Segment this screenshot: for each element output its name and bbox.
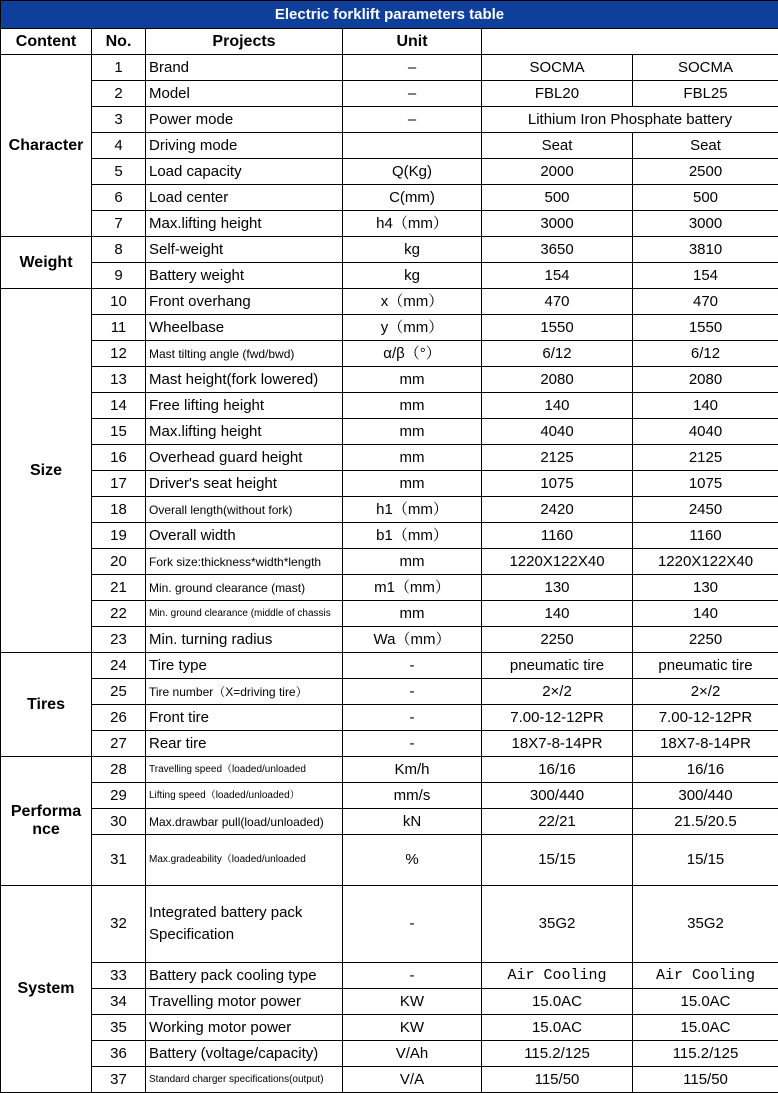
row-value-fbl25: 154	[633, 263, 778, 289]
header-projects: Projects	[146, 29, 343, 55]
table-row	[1, 731, 778, 757]
row-unit: -	[343, 886, 482, 963]
row-number: 4	[92, 133, 146, 159]
row-value-fbl25: 15/15	[633, 835, 778, 886]
row-number: 21	[92, 575, 146, 601]
row-value-fbl25: 1550	[633, 315, 778, 341]
row-unit: mm	[343, 393, 482, 419]
row-value-fbl25: 2500	[633, 159, 778, 185]
table-row	[1, 809, 778, 835]
row-value-fbl25: 15.0AC	[633, 1015, 778, 1041]
row-project: Overhead guard height	[146, 445, 343, 471]
row-unit: %	[343, 835, 482, 886]
row-project: Tire number（X=driving tire）	[146, 679, 343, 705]
row-value-fbl20: 130	[482, 575, 633, 601]
row-value-fbl20: 154	[482, 263, 633, 289]
row-value-fbl25: 2×/2	[633, 679, 778, 705]
table-row	[1, 523, 778, 549]
row-project: Tire type	[146, 653, 343, 679]
row-value-fbl20: Seat	[482, 133, 633, 159]
row-value-fbl25: 140	[633, 601, 778, 627]
table-row	[1, 445, 778, 471]
row-unit: KW	[343, 1015, 482, 1041]
table-row	[1, 367, 778, 393]
row-number: 5	[92, 159, 146, 185]
row-unit: kN	[343, 809, 482, 835]
row-project: Brand	[146, 55, 343, 81]
row-value-fbl20: 470	[482, 289, 633, 315]
table-row	[1, 315, 778, 341]
table-row	[1, 237, 778, 263]
row-project: Rear tire	[146, 731, 343, 757]
table-row	[1, 55, 778, 81]
row-number: 24	[92, 653, 146, 679]
row-value-fbl20: 15/15	[482, 835, 633, 886]
row-value-fbl25: 3000	[633, 211, 778, 237]
section-label: Character	[1, 55, 92, 237]
row-value-fbl20: 1550	[482, 315, 633, 341]
row-project: Fork size:thickness*width*length	[146, 549, 343, 575]
row-project: Mast height(fork lowered)	[146, 367, 343, 393]
row-number: 2	[92, 81, 146, 107]
row-value-fbl20: FBL20	[482, 81, 633, 107]
row-number: 12	[92, 341, 146, 367]
row-number: 32	[92, 886, 146, 963]
row-unit: –	[343, 55, 482, 81]
table-row	[1, 705, 778, 731]
row-project: Model	[146, 81, 343, 107]
row-project: Battery (voltage/capacity)	[146, 1041, 343, 1067]
row-number: 31	[92, 835, 146, 886]
row-project: Load center	[146, 185, 343, 211]
table-row	[1, 989, 778, 1015]
row-unit: mm	[343, 419, 482, 445]
row-value-fbl20: 300/440	[482, 783, 633, 809]
row-unit: Wa（mm）	[343, 627, 482, 653]
row-project: Min. ground clearance (mast)	[146, 575, 343, 601]
row-value-fbl25: 115.2/125	[633, 1041, 778, 1067]
row-unit: kg	[343, 237, 482, 263]
row-unit: b1（mm）	[343, 523, 482, 549]
row-project: Min. turning radius	[146, 627, 343, 653]
row-unit: -	[343, 731, 482, 757]
row-number: 18	[92, 497, 146, 523]
row-value-fbl25: SOCMA	[633, 55, 778, 81]
row-value-fbl25: 7.00-12-12PR	[633, 705, 778, 731]
row-value-fbl20: 3650	[482, 237, 633, 263]
row-value-fbl20: 6/12	[482, 341, 633, 367]
row-value-fbl25: 18X7-8-14PR	[633, 731, 778, 757]
row-number: 3	[92, 107, 146, 133]
row-project: Wheelbase	[146, 315, 343, 341]
row-project: Driver's seat height	[146, 471, 343, 497]
row-number: 13	[92, 367, 146, 393]
row-value-fbl25: 115/50	[633, 1067, 778, 1093]
row-number: 8	[92, 237, 146, 263]
row-unit: V/A	[343, 1067, 482, 1093]
row-unit: Q(Kg)	[343, 159, 482, 185]
row-value-fbl25: 3810	[633, 237, 778, 263]
row-value-span: Lithium Iron Phosphate battery	[482, 107, 778, 133]
row-unit: mm	[343, 367, 482, 393]
table-row	[1, 627, 778, 653]
row-project: Travelling motor power	[146, 989, 343, 1015]
row-unit: -	[343, 653, 482, 679]
row-value-fbl20: 140	[482, 601, 633, 627]
row-project: Integrated battery pack Specification	[146, 886, 343, 963]
row-value-fbl20: 22/21	[482, 809, 633, 835]
row-value-fbl20: 500	[482, 185, 633, 211]
row-value-fbl20: 115.2/125	[482, 1041, 633, 1067]
row-value-fbl20: 2000	[482, 159, 633, 185]
row-number: 17	[92, 471, 146, 497]
row-value-fbl25: 2450	[633, 497, 778, 523]
row-number: 34	[92, 989, 146, 1015]
table-row	[1, 393, 778, 419]
table-row	[1, 211, 778, 237]
row-unit: V/Ah	[343, 1041, 482, 1067]
header-values	[482, 29, 778, 55]
row-value-fbl25: 6/12	[633, 341, 778, 367]
row-value-fbl20: 2250	[482, 627, 633, 653]
table-row	[1, 653, 778, 679]
table-row	[1, 185, 778, 211]
row-value-fbl20: 18X7-8-14PR	[482, 731, 633, 757]
table-row	[1, 107, 778, 133]
row-unit: -	[343, 679, 482, 705]
row-unit: h1（mm）	[343, 497, 482, 523]
row-number: 28	[92, 757, 146, 783]
row-value-fbl20: 4040	[482, 419, 633, 445]
table-row	[1, 289, 778, 315]
row-project: Load capacity	[146, 159, 343, 185]
row-value-fbl20: 1220X122X40	[482, 549, 633, 575]
row-unit: Km/h	[343, 757, 482, 783]
row-value-fbl25: pneumatic tire	[633, 653, 778, 679]
row-project: Min. ground clearance (middle of chassis	[146, 601, 343, 627]
row-value-fbl25: Seat	[633, 133, 778, 159]
row-project: Free lifting height	[146, 393, 343, 419]
row-number: 27	[92, 731, 146, 757]
row-number: 33	[92, 963, 146, 989]
row-value-fbl25: 2080	[633, 367, 778, 393]
row-project: Max.lifting height	[146, 211, 343, 237]
row-value-fbl20: 16/16	[482, 757, 633, 783]
table-row	[1, 419, 778, 445]
row-unit: mm	[343, 445, 482, 471]
row-value-fbl20: 2125	[482, 445, 633, 471]
row-number: 1	[92, 55, 146, 81]
row-unit: m1（mm）	[343, 575, 482, 601]
table-row	[1, 1041, 778, 1067]
row-value-fbl25: 1075	[633, 471, 778, 497]
row-value-fbl25: 1160	[633, 523, 778, 549]
row-number: 20	[92, 549, 146, 575]
table-row	[1, 886, 778, 963]
row-number: 22	[92, 601, 146, 627]
row-value-fbl20: 35G2	[482, 886, 633, 963]
row-value-fbl25: 2125	[633, 445, 778, 471]
table-row	[1, 341, 778, 367]
table-row	[1, 963, 778, 989]
row-value-fbl20: 1075	[482, 471, 633, 497]
row-value-fbl25: 140	[633, 393, 778, 419]
row-value-fbl25: 21.5/20.5	[633, 809, 778, 835]
row-value-fbl20: 2080	[482, 367, 633, 393]
row-unit: x（mm）	[343, 289, 482, 315]
row-number: 16	[92, 445, 146, 471]
row-project: Max.gradeability（loaded/unloaded	[146, 835, 343, 886]
row-number: 14	[92, 393, 146, 419]
section-label: System	[1, 886, 92, 1093]
row-unit: KW	[343, 989, 482, 1015]
row-value-fbl20: 2×/2	[482, 679, 633, 705]
row-project: Working motor power	[146, 1015, 343, 1041]
row-number: 36	[92, 1041, 146, 1067]
row-value-fbl25: 4040	[633, 419, 778, 445]
section-label: Performance	[1, 757, 92, 886]
row-value-fbl20: Air Cooling	[482, 963, 633, 989]
section-label: Size	[1, 289, 92, 653]
row-number: 11	[92, 315, 146, 341]
row-value-fbl25: 15.0AC	[633, 989, 778, 1015]
row-project: Travelling speed（loaded/unloaded	[146, 757, 343, 783]
table-row	[1, 263, 778, 289]
row-project: Self-weight	[146, 237, 343, 263]
header-no: No.	[92, 29, 146, 55]
row-value-fbl25: 2250	[633, 627, 778, 653]
table-row	[1, 679, 778, 705]
row-number: 23	[92, 627, 146, 653]
row-unit: h4（mm）	[343, 211, 482, 237]
table-row	[1, 549, 778, 575]
row-value-fbl20: pneumatic tire	[482, 653, 633, 679]
row-project: Lifting speed（loaded/unloaded）	[146, 783, 343, 809]
row-value-fbl20: SOCMA	[482, 55, 633, 81]
row-unit: mm	[343, 471, 482, 497]
header-content: Content	[1, 29, 92, 55]
row-value-fbl25: Air Cooling	[633, 963, 778, 989]
row-value-fbl20: 115/50	[482, 1067, 633, 1093]
row-value-fbl20: 15.0AC	[482, 989, 633, 1015]
row-value-fbl25: FBL25	[633, 81, 778, 107]
row-value-fbl25: 300/440	[633, 783, 778, 809]
row-unit: –	[343, 81, 482, 107]
table-title: Electric forklift parameters table	[1, 1, 778, 29]
table-row	[1, 159, 778, 185]
row-value-fbl25: 500	[633, 185, 778, 211]
row-number: 35	[92, 1015, 146, 1041]
table-row	[1, 575, 778, 601]
row-project: Battery pack cooling type	[146, 963, 343, 989]
row-value-fbl20: 3000	[482, 211, 633, 237]
table-row	[1, 1015, 778, 1041]
row-number: 37	[92, 1067, 146, 1093]
row-project: Power mode	[146, 107, 343, 133]
row-unit	[343, 133, 482, 159]
row-number: 10	[92, 289, 146, 315]
row-unit: mm/s	[343, 783, 482, 809]
row-value-fbl20: 140	[482, 393, 633, 419]
row-project: Battery weight	[146, 263, 343, 289]
row-unit: α/β（°）	[343, 341, 482, 367]
table-row	[1, 783, 778, 809]
table-row	[1, 601, 778, 627]
row-unit: mm	[343, 601, 482, 627]
row-project: Overall width	[146, 523, 343, 549]
row-value-fbl25: 470	[633, 289, 778, 315]
section-label: Tires	[1, 653, 92, 757]
row-project: Front tire	[146, 705, 343, 731]
table-row	[1, 133, 778, 159]
row-project: Standard charger specifications(output)	[146, 1067, 343, 1093]
row-number: 6	[92, 185, 146, 211]
row-number: 30	[92, 809, 146, 835]
row-project: Front overhang	[146, 289, 343, 315]
row-number: 19	[92, 523, 146, 549]
row-value-fbl25: 1220X122X40	[633, 549, 778, 575]
table-row	[1, 835, 778, 886]
row-project: Max.drawbar pull(load/unloaded)	[146, 809, 343, 835]
table-row	[1, 497, 778, 523]
row-unit: –	[343, 107, 482, 133]
row-value-fbl20: 15.0AC	[482, 1015, 633, 1041]
table-row	[1, 81, 778, 107]
table-row	[1, 471, 778, 497]
row-unit: kg	[343, 263, 482, 289]
row-value-fbl20: 1160	[482, 523, 633, 549]
row-unit: y（mm）	[343, 315, 482, 341]
row-unit: -	[343, 705, 482, 731]
row-number: 9	[92, 263, 146, 289]
table-row	[1, 757, 778, 783]
row-unit: -	[343, 963, 482, 989]
row-project: Overall length(without fork)	[146, 497, 343, 523]
row-value-fbl20: 2420	[482, 497, 633, 523]
row-value-fbl20: 7.00-12-12PR	[482, 705, 633, 731]
row-unit: mm	[343, 549, 482, 575]
row-project: Driving mode	[146, 133, 343, 159]
row-project: Max.lifting height	[146, 419, 343, 445]
header-row	[1, 29, 778, 55]
section-label: Weight	[1, 237, 92, 289]
row-number: 26	[92, 705, 146, 731]
row-value-fbl25: 16/16	[633, 757, 778, 783]
row-number: 29	[92, 783, 146, 809]
row-number: 15	[92, 419, 146, 445]
row-value-fbl25: 130	[633, 575, 778, 601]
row-number: 7	[92, 211, 146, 237]
row-number: 25	[92, 679, 146, 705]
row-unit: C(mm)	[343, 185, 482, 211]
row-value-fbl25: 35G2	[633, 886, 778, 963]
row-project: Mast tilting angle (fwd/bwd)	[146, 341, 343, 367]
header-unit: Unit	[343, 29, 482, 55]
